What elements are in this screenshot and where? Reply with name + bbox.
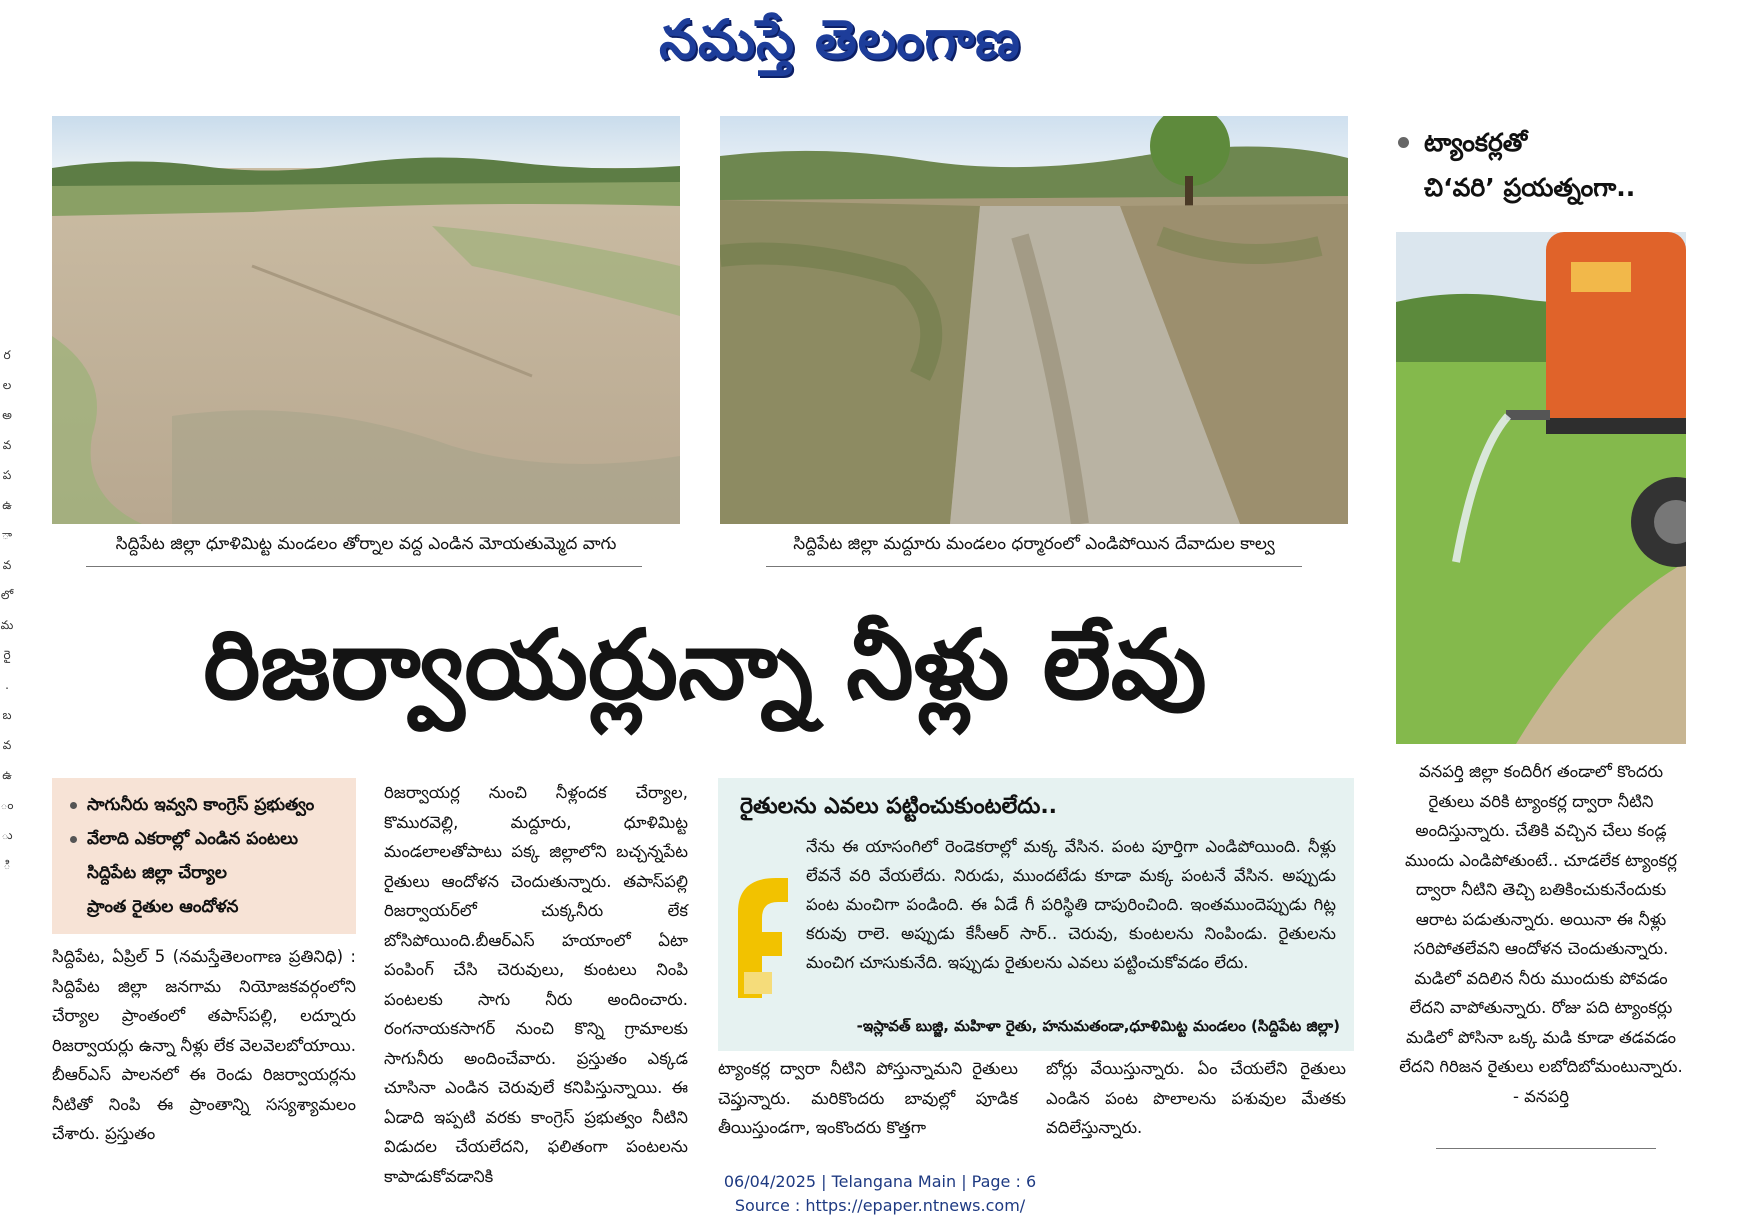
quote-title: రైతులను ఎవలు పట్టించుకుంటలేదు.. — [740, 794, 1058, 819]
photo-dry-stream — [52, 116, 680, 524]
left-margin-fragment: లో — [0, 588, 14, 602]
page-footer — [520, 1170, 1240, 1222]
quote-attribution: -ఇస్లావత్ బుజ్జి, మహిళా రైతు, హనుమతండా,ధూళిమిట్ట మండలం (సిద్దిపేట జిల్లా) — [856, 1017, 1340, 1035]
footer-source-link[interactable]: Source : https://epaper.ntnews.com/ — [734, 1196, 1026, 1215]
left-margin-fragment: మ — [0, 618, 14, 632]
left-margin-fragment: వ — [2, 738, 12, 752]
quote-body: నేను ఈ యాసంగిలో రెండెకరాల్లో మక్క వేసిన. పంట పూర్తిగా ఎండిపోయింది. నీళ్లు లేవనే వరి వేయలేదు. నిరుడు, ముందటేడు కూడా మక్క పంటనే వేసిన. అప్పుడు పంట మంచిగా పండింది. ఈ ఏడే గీ పరిస్థితి దాపురించింది. ఇంతముందెప్పుడు గిట్ల కరువు రాలె. అప్పుడు కేసీఆర్ సార్.. చెరువు, కుంటలను నింపిండు. రైతులను మంచిగ చూసుకునేది. ఇప్పుడు రైతులను ఎవలు పట్టించుకోవడం లేదు. — [806, 837, 1336, 972]
left-margin-fragment: ి — [3, 858, 11, 872]
subhead-item: సాగునీరు ఇవ్వని కాంగ్రెస్ ప్రభుత్వం — [70, 788, 356, 822]
left-margin-fragment: బ — [2, 708, 12, 722]
caption-rule — [1436, 1148, 1656, 1149]
footer-date-page: 06/04/2025 | Telangana Main | Page : 6 — [723, 1172, 1037, 1191]
subhead-item: వేలాది ఎకరాల్లో ఎండిన పంటలు — [70, 822, 356, 856]
left-margin-fragment: ఉ — [2, 498, 12, 512]
left-margin-fragment: ా — [1, 528, 13, 542]
side-headline-line1: ట్యాంకర్లతో — [1424, 128, 1528, 157]
photo-tanker-paddy — [1396, 232, 1686, 744]
left-margin-fragment: ర — [3, 348, 11, 362]
subhead-item-continued: సిద్దిపేట జిల్లా చేర్యాల — [87, 863, 227, 883]
bullet-icon — [1398, 137, 1409, 148]
article-column-1: సిద్దిపేట, ఏప్రిల్ 5 (నమస్తేతెలంగాణ ప్రతినిధి) : సిద్దిపేట జిల్లా జనగామ నియోజకవర్గంలోని చేర్యాల ప్రాంతంలో తపాస్‌పల్లి, లద్నూరు రిజర్వాయర్లు ఉన్నా నీళ్లు లేక వెలవెలబోయాయి. బీఆర్‌ఎస్ పాలనలో ఈ రెండు రిజర్వాయర్లను నీటితో నింపి ఈ ప్రాంతాన్ని సస్యశ్యామలం చేశారు. ప్రస్తుతం — [52, 947, 356, 1143]
photo-tanker-caption: వనపర్తి జిల్లా కందిరీగ తండాలో కొందరు రైతులు వరికి ట్యాంకర్ల ద్వారా నీటిని అందిస్తున్నారు. చేతికి వచ్చిన చేలు కండ్ల ముందు ఎండిపోతుంటే.. చూడలేక ట్యాంకర్ల ద్వారా నీటిని తెచ్చి బతికించుకునేందుకు ఆరాట పడుతున్నారు. అయినా ఈ నీళ్లు సరిపోతలేవని ఆందోళన చెందుతున్నారు. మడిలో వదిలిన నీరు ముందుకు పోవడం లేదని వాపోతున్నారు. రోజు పది ట్యాంకర్లు మడిలో పోసినా ఒక్క మడి కూడా తడవడం లేదని గిరిజన రైతులు లబోదిబోమంటున్నారు. - వనపర్తి — [1399, 762, 1683, 1106]
left-margin-fragments — [0, 340, 14, 1170]
article-column-4: బోర్లు వేయిస్తున్నారు. ఏం చేయలేని రైతులు ఎండిన పంట పొలాలను పశువుల మేతకు వదిలేస్తున్నారు. — [1046, 1059, 1346, 1137]
left-margin-fragment: అ — [2, 408, 12, 422]
left-margin-fragment: వ — [2, 558, 12, 572]
photo-dry-canal — [720, 116, 1348, 524]
subhead-item-continued: ప్రాంత రైతుల ఆందోళన — [87, 897, 239, 917]
left-margin-fragment: . — [5, 678, 9, 692]
left-margin-fragment: ు — [1, 828, 13, 842]
quote-mark-icon — [732, 872, 792, 998]
subhead-list — [52, 778, 356, 924]
side-headline — [1424, 120, 1694, 210]
photo-dry-stream-caption: సిద్దిపేట జిల్లా ధూళిమిట్ట మండలం తోర్నాల వద్ద ఎండిన మోయతుమ్మెద వాగు — [115, 534, 617, 554]
left-margin-fragment: ల — [2, 378, 12, 392]
caption-rule — [86, 566, 642, 567]
caption-rule — [766, 566, 1302, 567]
bullet-icon — [70, 802, 77, 809]
left-margin-fragment: ప — [2, 468, 12, 482]
main-headline: రిజర్వాయర్లున్నా నీళ్లు లేవు — [203, 609, 1207, 721]
left-margin-fragment: వ — [2, 438, 12, 452]
masthead-title: నమస్తే తెలంగాణ — [659, 8, 1021, 71]
left-margin-fragment: ం — [0, 798, 14, 812]
side-headline-line2: చి‘వరి’ ప్రయత్నంగా.. — [1424, 173, 1636, 202]
left-margin-fragment: రై — [3, 648, 11, 662]
subhead-box — [52, 778, 356, 934]
left-margin-fragment: ఉ — [2, 768, 12, 782]
article-column-2: రిజర్వాయర్ల నుంచి నీళ్లందక చేర్యాల, కొమురవెల్లి, మద్దూరు, ధూళిమిట్ట మండలాలతోపాటు పక్క జిల్లాలోని బచ్చన్నపేట రైతులు ఆందోళన చెందుతున్నారు. తపాస్‌పల్లి రిజర్వాయర్‌లో చుక్కనీరు లేక బోసిపోయింది.బీఆర్‌ఎస్ హయాంలో ఏటా పంపింగ్ చేసి చెరువులు, కుంటలు నింపి పంటలకు సాగు నీరు అందించారు. రంగనాయకసాగర్ నుంచి కొన్ని గ్రామాలకు సాగునీరు అందించేవారు. ప్రస్తుతం ఎక్కడ చూసినా ఎండిన చెరువులే కనిపిస్తున్నాయి. ఈ ఏడాది ఇప్పటి వరకు కాంగ్రెస్ ప్రభుత్వం నీటిని విడుదల చేయలేదని, ఫలితంగా పంటలను కాపాడుకోవడానికి — [384, 783, 688, 1186]
article-column-3: ట్యాంకర్ల ద్వారా నీటిని పోస్తున్నామని రైతులు చెప్తున్నారు. మరికొందరు బావుల్లో పూడిక తీయిస్తుండగా, ఇంకొందరు కొత్తగా — [718, 1059, 1018, 1137]
bullet-icon — [70, 836, 77, 843]
photo-dry-canal-caption: సిద్దిపేట జిల్లా మద్దూరు మండలం ధర్మారంలో ఎండిపోయిన దేవాదుల కాల్వ — [793, 534, 1275, 554]
